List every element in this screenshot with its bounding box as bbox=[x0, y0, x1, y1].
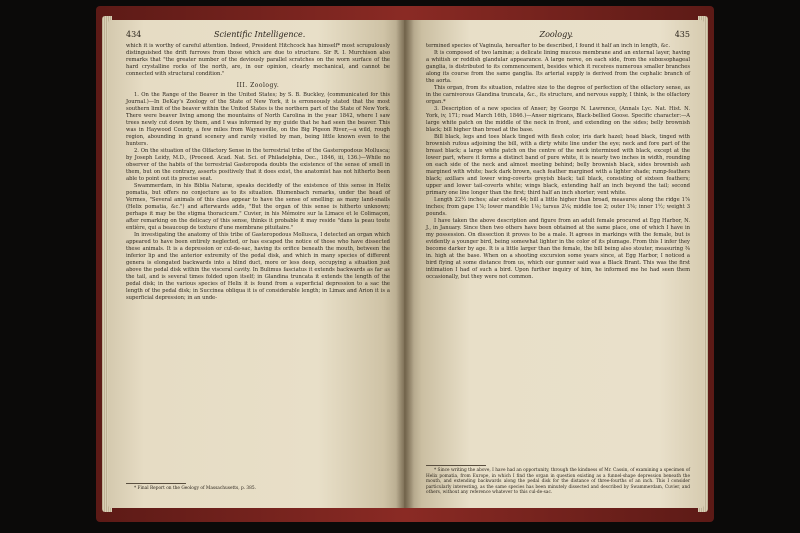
left-paragraph: which it is worthy of careful attention. Indeed, President Hitchcock has himself* most scrupulously distinguished the drift furrows from those which are due to structure. Sir R. I. Murchison also remarks that "the greater number of the deviously parallel scratches on the worn surface of the hard crystalline rocks of the north, are, in our opinion, clearly mechanical, and cannot be connected with structural condition." bbox=[126, 43, 390, 77]
left-paragraph: 2. On the situation of the Olfactory Sense in the terrestrial tribe of the Gasteropodous Mollusca; by Joseph Leidy, M.D., (Proceed. Acad. Nat. Sci. of Philadelphia, Dec., 1846, iii, 136.)—While no observer of the habits of the terrestrial Gasteropoda doubts the existence of the sense of smell in them, but on the contrary, asserts positively that it does exist, the anatomist has not hitherto been able to point out its precise seat. bbox=[126, 148, 390, 182]
left-running-title: Scientific Intelligence. bbox=[214, 30, 306, 39]
right-page-number: 435 bbox=[674, 30, 690, 39]
left-page bbox=[108, 20, 408, 508]
right-paragraph: It is composed of two laminæ; a delicate lining mucous membrane and an external layer, having a whitish or reddish glandular appearance. A large nerve, on each side, from the subœsophageal ganglia, is distributed to its commencement, besides which it receives numerous smaller branches along its course from the same ganglia. Its arterial supply is derived from the cephalic branch of the aorta. bbox=[426, 50, 690, 84]
right-paragraph: This organ, from its situation, relative size to the degree of perfection of the olfactory sense, as in the carnivorous Glandina truncata, &c., its structure, and nervous supply, I think, is the olfactory organ.* bbox=[426, 85, 690, 105]
book-gutter bbox=[396, 20, 414, 508]
right-footnote bbox=[426, 468, 690, 496]
right-page-body bbox=[426, 43, 690, 281]
right-paragraph: termined species of Vaginula, hereafter to be described, I found it half an inch in length, &c. bbox=[426, 43, 670, 49]
left-footnote bbox=[126, 486, 390, 492]
left-paragraph: 1. On the Range of the Beaver in the United States; by S. B. Buckley, (communicated for this Journal.)—In DeKay's Zoology of the State of New York, it is erroneously stated that the most southern limit of the beaver within the United States is the northern part of the State of New York. There were beaver living among the mountains of North Carolina in the year 1842, where I saw trees newly cut down by them, and I was informed by my guide that he had seen the beaver. This was in Haywood County, a few miles from Waynesville, on the Big Pigeon River,—a wild, rough region, abounding in grand scenery and rarely visited by man, being little known even to the hunters. bbox=[126, 92, 390, 147]
left-footnote-text: * Final Report on the Geology of Massachusetts, p. 385. bbox=[134, 486, 256, 492]
right-paragraph: 3. Description of a new species of Anser; by George N. Lawrence, (Annals Lyc. Nat. Hist. N. York, iv, 171; read March 16th, 1846.)—Anser nigricans, Black-bellied Goose. Specific character:—A large white patch on the middle of the neck in front, and extending on the sides; belly brownish black; bill higher than broad at the base. bbox=[426, 106, 690, 133]
right-paragraph: I have taken the above description and figure from an adult female procured at Egg Harbor, N. J., in January. Since then two others have been obtained at the same place, one of which I have in my possession. On dissection it proves to be a male. It agrees in markings with the female, but is evidently a younger bird, being somewhat lighter in the color of its plumage. From this I infer they become darker by age. It is a little larger than the female, the bill being also stouter, measuring ⅜ in. high at the base. When on a shooting excursion some years since, at Egg Harbor, I noticed a bird flying at some distance from us, which our gunner said was a Black Brant. This was the first intimation I had of such a bird. Upon further inquiry of him, he informed me he had seen them occasionally, but they were not common. bbox=[426, 218, 690, 280]
section-heading: III. Zoology. bbox=[236, 82, 280, 89]
right-paragraph: Length 22½ inches; alar extent 44; bill a little higher than broad, measures along the ridge 1⅞ inches; from gape 1⅞; lower mandible 1⅛; tarsus 2⅛; middle toe 2; outer 1⅝; inner 1½; weight 3 pounds. bbox=[426, 197, 690, 217]
left-paragraph: In investigating the anatomy of this tribe of Gasteropodous Mollusca, I detected an organ which appeared to have been entirely neglected, or has escaped the notice of those who have dissected these animals. It is a depression or cul-de-sac, having its orifice beneath the mouth, between the inferior lip and the anterior extremity of the pedal disk, and which in many species of different genera is elongated backwards into a blind duct, more or less deep, occupying a situation just above the pedal disk within the visceral cavity. In Bulimus fasciatus it extends backwards as far as the tail, and is several times folded upon itself; in Glandina truncata it extends the length of the pedal disk; in the various species of Helix it is found from a superficial depression to a sac the length of the pedal disk; in Succinea obliqua it is of considerable length; in Limax and Arion it is a superficial depression; in an unde- bbox=[126, 232, 390, 301]
right-paragraph: Bill black, legs and toes black tinged with flesh color, iris dark hazel; head black, tinged with brownish rufous adjoining the bill, with a dirty white line under the eye; neck and fore part of the breast black; a large white patch on the centre of the neck intermixed with black, except at the lower part, where it forms a distinct band of pure white, it is nearly two inches in width, rounding on each side of the neck and almost meeting behind; belly brownish black, sides brownish ash margined with white; back dark brown, each feather margined with a lighter shade; rump-feathers black; axillars and lower wing-coverts greyish black; tail black, consisting of sixteen feathers; upper and lower tail-coverts white; wings black, extending half an inch beyond the tail; second primary one line longer than the first; third half an inch shorter; vent white. bbox=[426, 134, 690, 196]
left-page-number: 434 bbox=[126, 30, 142, 39]
left-paragraph: Swammerdam, in his Biblia Naturæ, speaks decidedly of the existence of this sense in Helix pomatia, but offers no conjecture as to its situation. Blumenbach remarks, under the head of Vermes, "Several animals of this class appear to have the sense of smelling: as many land-snails (Helix pomatia, &c.") and afterwards adds, "But the organ of this sense is hitherto unknown; perhaps it may be the stigma thoracicum." Cuvier, in his Mémoire sur la Limace et le Colimaçon, after remarking on the delicacy of this sense, thinks it probable it may reside "dans la peau toute entière, qui a beaucoup de texture d'une membrane pituitaire." bbox=[126, 183, 390, 231]
right-running-title: Zoology. bbox=[539, 30, 574, 39]
left-page-body bbox=[126, 43, 390, 302]
right-footnote-text: * Since writing the above, I have had an opportunity, through the kindness of Mr. Cassin, of examining a specimen of Helix pomatia, from Europe, in which I find the organ in question existing as a funnel-shape depression beneath the mouth, and extending backwards along the pedal disk for the distance of three-fourths of an inch. This I consider particularly interesting, as the same species has been minutely dissected and described by Swammerdam, Cuvier, and others, without any reference whatever to this cul-de-sac. bbox=[426, 468, 690, 496]
footnote-rule bbox=[426, 465, 486, 466]
right-page-header bbox=[426, 30, 690, 40]
footnote-rule bbox=[126, 483, 186, 484]
right-page bbox=[404, 20, 704, 508]
open-book bbox=[96, 6, 714, 522]
left-page-header bbox=[126, 30, 390, 40]
